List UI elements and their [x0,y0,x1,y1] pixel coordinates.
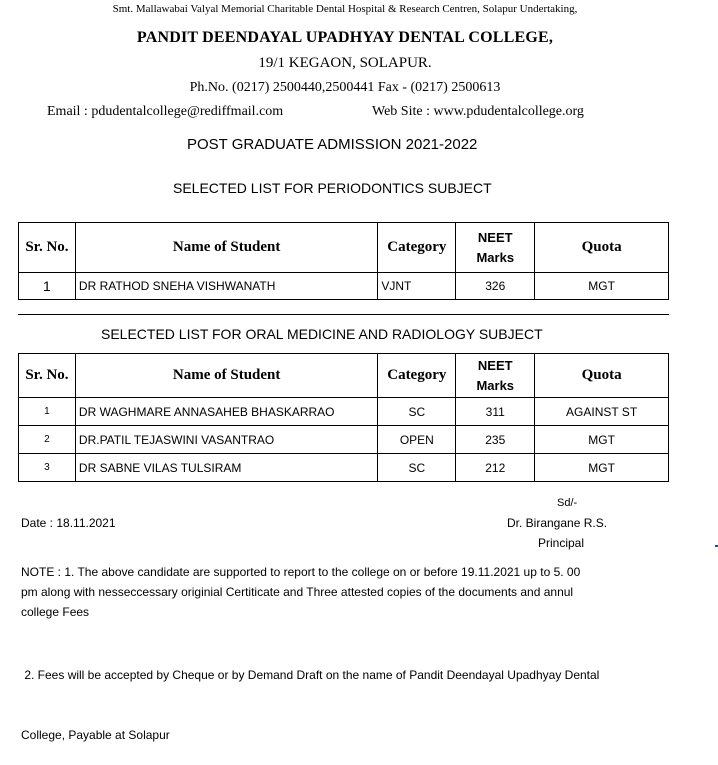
admission-title: POST GRADUATE ADMISSION 2021-2022 [187,136,478,153]
issue-date: Date : 18.11.2021 [21,516,116,530]
cell-quota: AGAINST ST [535,398,669,426]
col-header-quota: Quota [535,354,669,398]
cell-quota: MGT [535,454,669,482]
trust-line: Smt. Mallawabai Valyal Memorial Charitable Dental Hospital & Research Centren, Solapur Undertaking, [112,3,578,15]
cell-neet: 311 [456,398,535,426]
section1-title: SELECTED LIST FOR PERIODONTICS SUBJECT [173,180,492,196]
cell-name: DR.PATIL TEJASWINI VASANTRAO [75,426,377,454]
note-2: 2. Fees will be accepted by Cheque or by Demand Draft on the name of Pandit Deendayal Upadhyay Dental College, Payable at Solapur [21,668,600,742]
cell-sr: 2 [19,426,76,454]
college-email: Email : pdudentalcollege@rediffmail.com [47,104,284,119]
table-row [19,426,669,454]
col-header-sr: Sr. No. [19,354,76,398]
table-row [19,454,669,482]
college-name: PANDIT DEENDAYAL UPADHYAY DENTAL COLLEGE, [136,29,554,46]
cell-category: VJNT [378,273,456,300]
col-header-sr: Sr. No. [19,223,76,273]
col-header-category: Category [378,354,456,398]
oral-medicine-table [18,353,669,482]
cell-quota: MGT [535,426,669,454]
table-row [19,273,669,300]
section2-title: SELECTED LIST FOR ORAL MEDICINE AND RADIOLOGY SUBJECT [101,326,543,342]
cell-neet: 212 [456,454,535,482]
col-header-category: Category [378,223,456,273]
cell-sr: 1 [19,273,76,300]
periodontics-table [18,222,669,300]
section-divider [18,314,669,315]
col-header-name: Name of Student [75,223,377,273]
cell-name: DR SABNE VILAS TULSIRAM [75,454,377,482]
signatory-designation: Principal [538,536,585,550]
cell-category: OPEN [378,426,456,454]
cell-sr: 1 [19,398,76,426]
cell-category: SC [378,454,456,482]
cell-name: DR RATHOD SNEHA VISHWANATH [75,273,377,300]
cell-name: DR WAGHMARE ANNASAHEB BHASKARRAO [75,398,377,426]
col-header-neet: NEET Marks [456,223,535,273]
cell-quota: MGT [535,273,669,300]
col-header-quota: Quota [535,223,669,273]
college-website: Web Site : www.pdudentalcollege.org [372,104,584,119]
table-row [19,398,669,426]
col-header-name: Name of Student [75,354,377,398]
signature-sd: Sd/- [557,497,578,509]
signatory-name: Dr. Birangane R.S. [507,516,608,530]
college-phone: Ph.No. (0217) 2500440,2500441 Fax - (0217) 2500613 [189,80,501,95]
note-1: NOTE : 1. The above candidate are supported to report to the college on or before 19.11.2021 up to 5. 00 pm along with nesseccessary originial Certiticate and Three attested copies of the documents and annul college Fees [21,565,581,619]
cell-neet: 326 [456,273,535,300]
cell-sr: 3 [19,454,76,482]
college-address: 19/1 KEGAON, SOLAPUR. [258,55,432,71]
cell-category: SC [378,398,456,426]
cell-neet: 235 [456,426,535,454]
col-header-neet: NEET Marks [456,354,535,398]
